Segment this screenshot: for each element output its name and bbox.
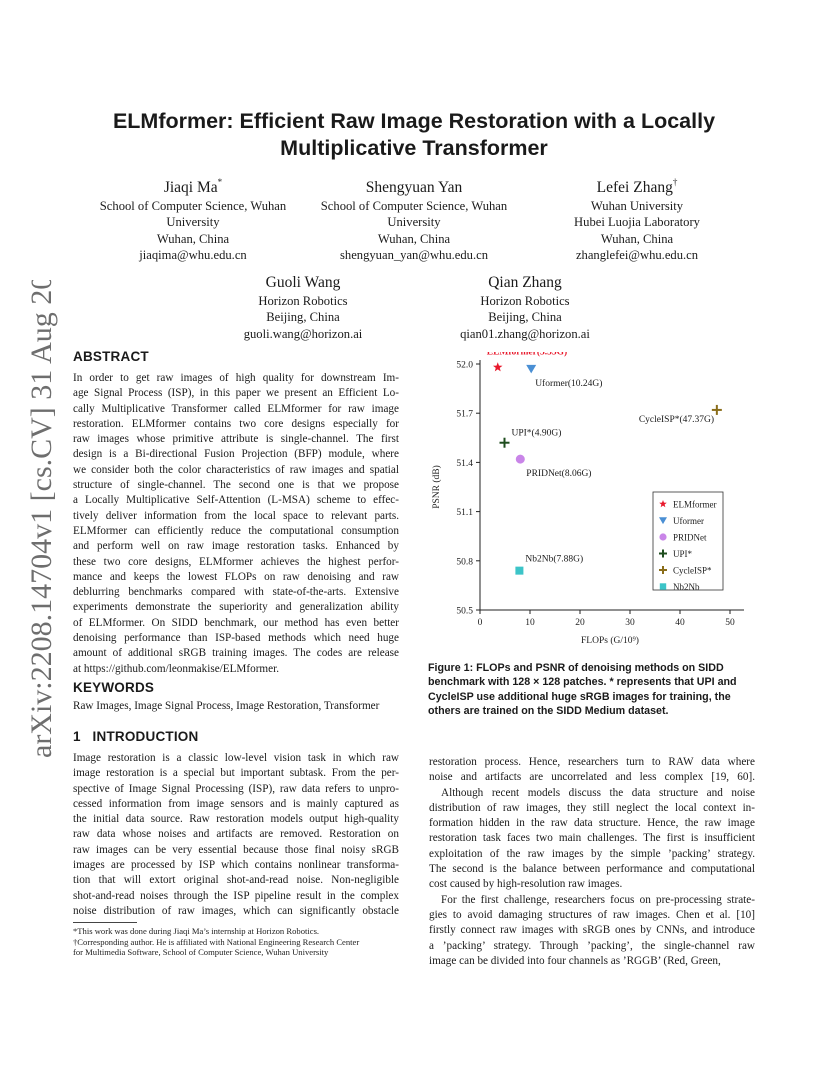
- abstract-line: we consider both the color characteristics of raw images and spatial: [73, 463, 399, 476]
- keywords-text: Raw Images, Image Signal Process, Image Restoration, Transformer: [73, 700, 380, 712]
- x-tick-label: 0: [477, 618, 483, 628]
- data-label: CycleISP*(47.37G): [638, 414, 715, 425]
- abstract-line: age Signal Process (ISP), in this paper we present an Efficient Lo-: [73, 387, 399, 400]
- legend-label: Uformer: [673, 516, 704, 526]
- abstract-heading: ABSTRACT: [73, 349, 149, 364]
- body-line: image can be divided into four channels as ’RGGB’ (Red, Green,: [429, 954, 721, 967]
- body-line: Although recent models discuss the data structure and noise: [441, 786, 755, 799]
- y-tick-label: 51.1: [456, 508, 473, 519]
- x-tick-label: 10: [525, 618, 535, 628]
- paper-title-line-1: ELMformer: Efficient Raw Image Restoration with a Locally: [112, 109, 716, 133]
- body-line: gies to avoid damaging structures of raw images. Chen et al. [10]: [429, 908, 755, 921]
- author-email: jiaqima@whu.edu.cn: [139, 248, 247, 263]
- caption-line: benchmark with 128 × 128 patches. * represents that UPI and: [428, 676, 737, 689]
- abstract-line: In order to get raw images of high quality for downstream Im-: [73, 372, 399, 384]
- y-axis-label: PSNR (dB): [432, 465, 442, 509]
- arxiv-identifier: arXiv:2208.14704v1 [cs.CV] 31 Aug 2022: [25, 280, 58, 758]
- abstract-line: deblurring benchmarks compared with state-of-the-arts. Extensive: [73, 586, 399, 599]
- author-name: Guoli Wang: [265, 274, 341, 291]
- abstract-line: denoising performance than ISP-based methods which need huge: [73, 632, 399, 645]
- abstract-line: restoration. ELMformer contains two core designs especially for: [73, 417, 399, 430]
- author-location: Wuhan, China: [377, 231, 451, 246]
- legend-label: PRIDNet: [673, 532, 707, 543]
- abstract-line: ELMformer can efficiently reduce the computational consumption: [73, 524, 399, 537]
- author-mark: *: [217, 177, 223, 187]
- y-tick-label: 50.5: [456, 606, 473, 617]
- data-point-pridnet: [516, 455, 525, 464]
- x-axis-label: FLOPs (G/10⁹): [581, 636, 639, 646]
- introduction-line: noise distribution of raw images, which can significantly obstacle: [73, 904, 399, 917]
- legend-marker: [659, 533, 666, 540]
- introduction-line: tion that will extort original shot-and-read noise. Non-negligible: [73, 874, 399, 887]
- x-tick-label: 20: [575, 618, 585, 628]
- body-line: restoration process. Hence, researchers turn to RAW data where: [429, 756, 755, 768]
- paper-title: [60, 108, 768, 162]
- introduction-line: raw data whose noises and artifacts are removed. Restoration on: [73, 828, 399, 841]
- author-affiliation: University: [166, 215, 220, 230]
- body-line: The second is the balance between performance and computational: [429, 863, 755, 876]
- body-line: cost caused by high-resolution raw images.: [429, 878, 623, 891]
- author-name: Qian Zhang: [488, 274, 562, 291]
- author-affiliation: Wuhan University: [590, 199, 684, 213]
- author-mark: †: [672, 177, 678, 187]
- introduction-line: image restoration is a special but important subtask. From the per-: [73, 767, 399, 780]
- data-label: Uformer(10.24G): [535, 378, 603, 389]
- y-tick-label: 51.4: [456, 458, 473, 469]
- author-block: [418, 273, 632, 342]
- caption-line: CycleISP use additional huge sRGB images for training, the: [428, 690, 731, 703]
- footnote-2: †Corresponding author. He is affiliated with National Engineering Research Center: [73, 936, 360, 947]
- abstract-line: and perform well on raw image restoration tasks. Enhanced by: [73, 540, 399, 553]
- introduction-line: raw images can be very essential because those final noisy sRGB: [73, 843, 399, 856]
- legend-label: ELMformer: [673, 499, 717, 510]
- abstract-line: mance and keeps the lowest FLOPs on raw denoising and raw: [73, 570, 399, 583]
- author-block: [307, 178, 521, 264]
- abstract-line: a Locally Multiplicative Self-Attention (L-MSA) scheme to effec-: [73, 494, 399, 507]
- y-tick-label: 52.0: [456, 360, 473, 371]
- abstract-line: cally Multiplicative Transformer called ELMformer for raw image: [73, 402, 399, 415]
- introduction-body: [73, 751, 399, 919]
- footnote-rule: [73, 922, 137, 923]
- arxiv-sidebar: [6, 280, 62, 760]
- author-affiliation: Hubei Luojia Laboratory: [574, 215, 700, 230]
- author-location: Beijing, China: [488, 310, 562, 325]
- abstract-line: tively deliver information from the local space to relevant parts.: [73, 509, 399, 522]
- author-email: qian01.zhang@horizon.ai: [460, 326, 590, 341]
- body-line: distribution of raw images, they still neglect the local context in-: [429, 801, 755, 814]
- body-line: a ’packing’ strategy. Through ’packing’, the single-channel raw: [429, 939, 755, 952]
- footnotes: [73, 926, 413, 958]
- author-email: shengyuan_yan@whu.edu.cn: [340, 248, 488, 263]
- abstract-line: of ELMformer. On SIDD benchmark, our method has even better: [73, 616, 399, 629]
- footnote-1: *This work was done during Jiaqi Ma’s internship at Horizon Robotics.: [73, 926, 320, 936]
- x-tick-label: 50: [725, 618, 735, 628]
- abstract-line: raw images whose primitive attribute is single-channel. The first: [73, 433, 399, 446]
- introduction-line: Image restoration is a classic low-level vision task in which raw: [73, 752, 399, 764]
- author-location: Wuhan, China: [156, 231, 230, 246]
- data-label: Nb2Nb(7.88G): [525, 554, 584, 565]
- data-point-uformer: [526, 365, 536, 374]
- caption-line: others are trained on the SIDD Medium dataset.: [428, 705, 669, 718]
- author-location: Wuhan, China: [600, 231, 674, 246]
- data-label: UPI*(4.90G): [511, 428, 562, 439]
- data-label: PRIDNet(8.06G): [526, 469, 592, 480]
- abstract-line: experiments demonstrate the superiority and generalization ability: [73, 601, 399, 614]
- body-line: firstly connect raw images with sRGB ones by CNNs, and introduce: [429, 924, 755, 937]
- author-email: guoli.wang@horizon.ai: [243, 326, 363, 341]
- legend-label: UPI*: [673, 549, 693, 559]
- x-tick-label: 40: [675, 618, 685, 628]
- body-line: noise and artifacts are uncorrelated and less complex [19, 60].: [429, 771, 755, 784]
- data-point-upi: [500, 438, 510, 448]
- body-line: formation hidden in the raw data structure. Hence, the raw image: [429, 817, 755, 830]
- abstract-line: at https://github.com/leonmakise/ELMformer.: [73, 662, 280, 675]
- introduction-line: the initial data source. Raw restoration models output high-quality: [73, 813, 399, 826]
- x-tick-label: 30: [625, 618, 635, 628]
- figure-1-caption: [428, 661, 760, 719]
- author-block: [530, 178, 744, 264]
- paper-title-line-2: Multiplicative Transformer: [280, 136, 548, 160]
- flops-psnr-scatter-plot: [425, 352, 755, 652]
- figure-1-chart: [425, 352, 755, 652]
- data-point-elmformer: [493, 362, 503, 371]
- author-block: [86, 178, 300, 264]
- author-affiliation: School of Computer Science, Wuhan: [99, 199, 287, 213]
- author-name: Jiaqi Ma: [163, 179, 218, 196]
- abstract-line: these two core designs, ELMformer achieves the highest perfor-: [73, 555, 399, 568]
- abstract-line: amount of additional sRGB training images. The codes are release: [73, 647, 399, 660]
- section-heading-introduction: 1 INTRODUCTION: [73, 729, 199, 744]
- footnote-2-continued: for Multimedia Software, School of Computer Science, Wuhan University: [73, 947, 329, 958]
- abstract-line: design is a Bi-directional Fusion Projection (BFP) module, where: [73, 448, 399, 461]
- author-block: [196, 273, 410, 342]
- abstract-line: structure of single-channel. The second one is that we propose: [73, 479, 399, 492]
- introduction-line: shot-and-read noises through the ISP pipeline result in the complex: [73, 889, 399, 902]
- author-name: Lefei Zhang: [596, 179, 673, 196]
- y-tick-label: 51.7: [456, 409, 473, 420]
- legend-label: Nb2Nb: [673, 582, 700, 592]
- body-line: restoration task faces two main challenges. The first is insufficient: [429, 832, 755, 845]
- caption-line: Figure 1: FLOPs and PSNR of denoising methods on SIDD: [428, 662, 724, 674]
- body-line: For the first challenge, researchers focus on pre-processing strate-: [441, 893, 755, 906]
- abstract-body: [73, 371, 399, 677]
- data-point-nb2nb: [515, 567, 523, 575]
- author-affiliation: Horizon Robotics: [480, 294, 570, 308]
- author-location: Beijing, China: [266, 310, 340, 325]
- data-label: ELMformer(3.55G): [486, 352, 568, 358]
- body-line: exploitation of the raw images by the simple ’packing’ strategy.: [429, 847, 755, 860]
- y-tick-label: 50.8: [456, 557, 473, 568]
- author-affiliation: Horizon Robotics: [258, 294, 348, 308]
- introduction-line: images are processed by ISP which contains nonlinear transforma-: [73, 859, 399, 872]
- introduction-line: spective of Image Signal Processing (ISP), raw data refers to unpro-: [73, 782, 399, 795]
- author-affiliation: University: [387, 215, 441, 230]
- legend-label: CycleISP*: [673, 565, 712, 576]
- data-point-cycleisp: [712, 405, 722, 415]
- author-affiliation: School of Computer Science, Wuhan: [320, 199, 508, 213]
- legend-marker: [660, 583, 666, 589]
- author-email: zhanglefei@whu.edu.cn: [575, 248, 699, 263]
- keywords-heading: KEYWORDS: [73, 680, 155, 695]
- right-column-body: [429, 755, 755, 969]
- author-name: Shengyuan Yan: [365, 179, 463, 196]
- introduction-line: cessed information from image sensors and is mainly captured as: [73, 797, 399, 810]
